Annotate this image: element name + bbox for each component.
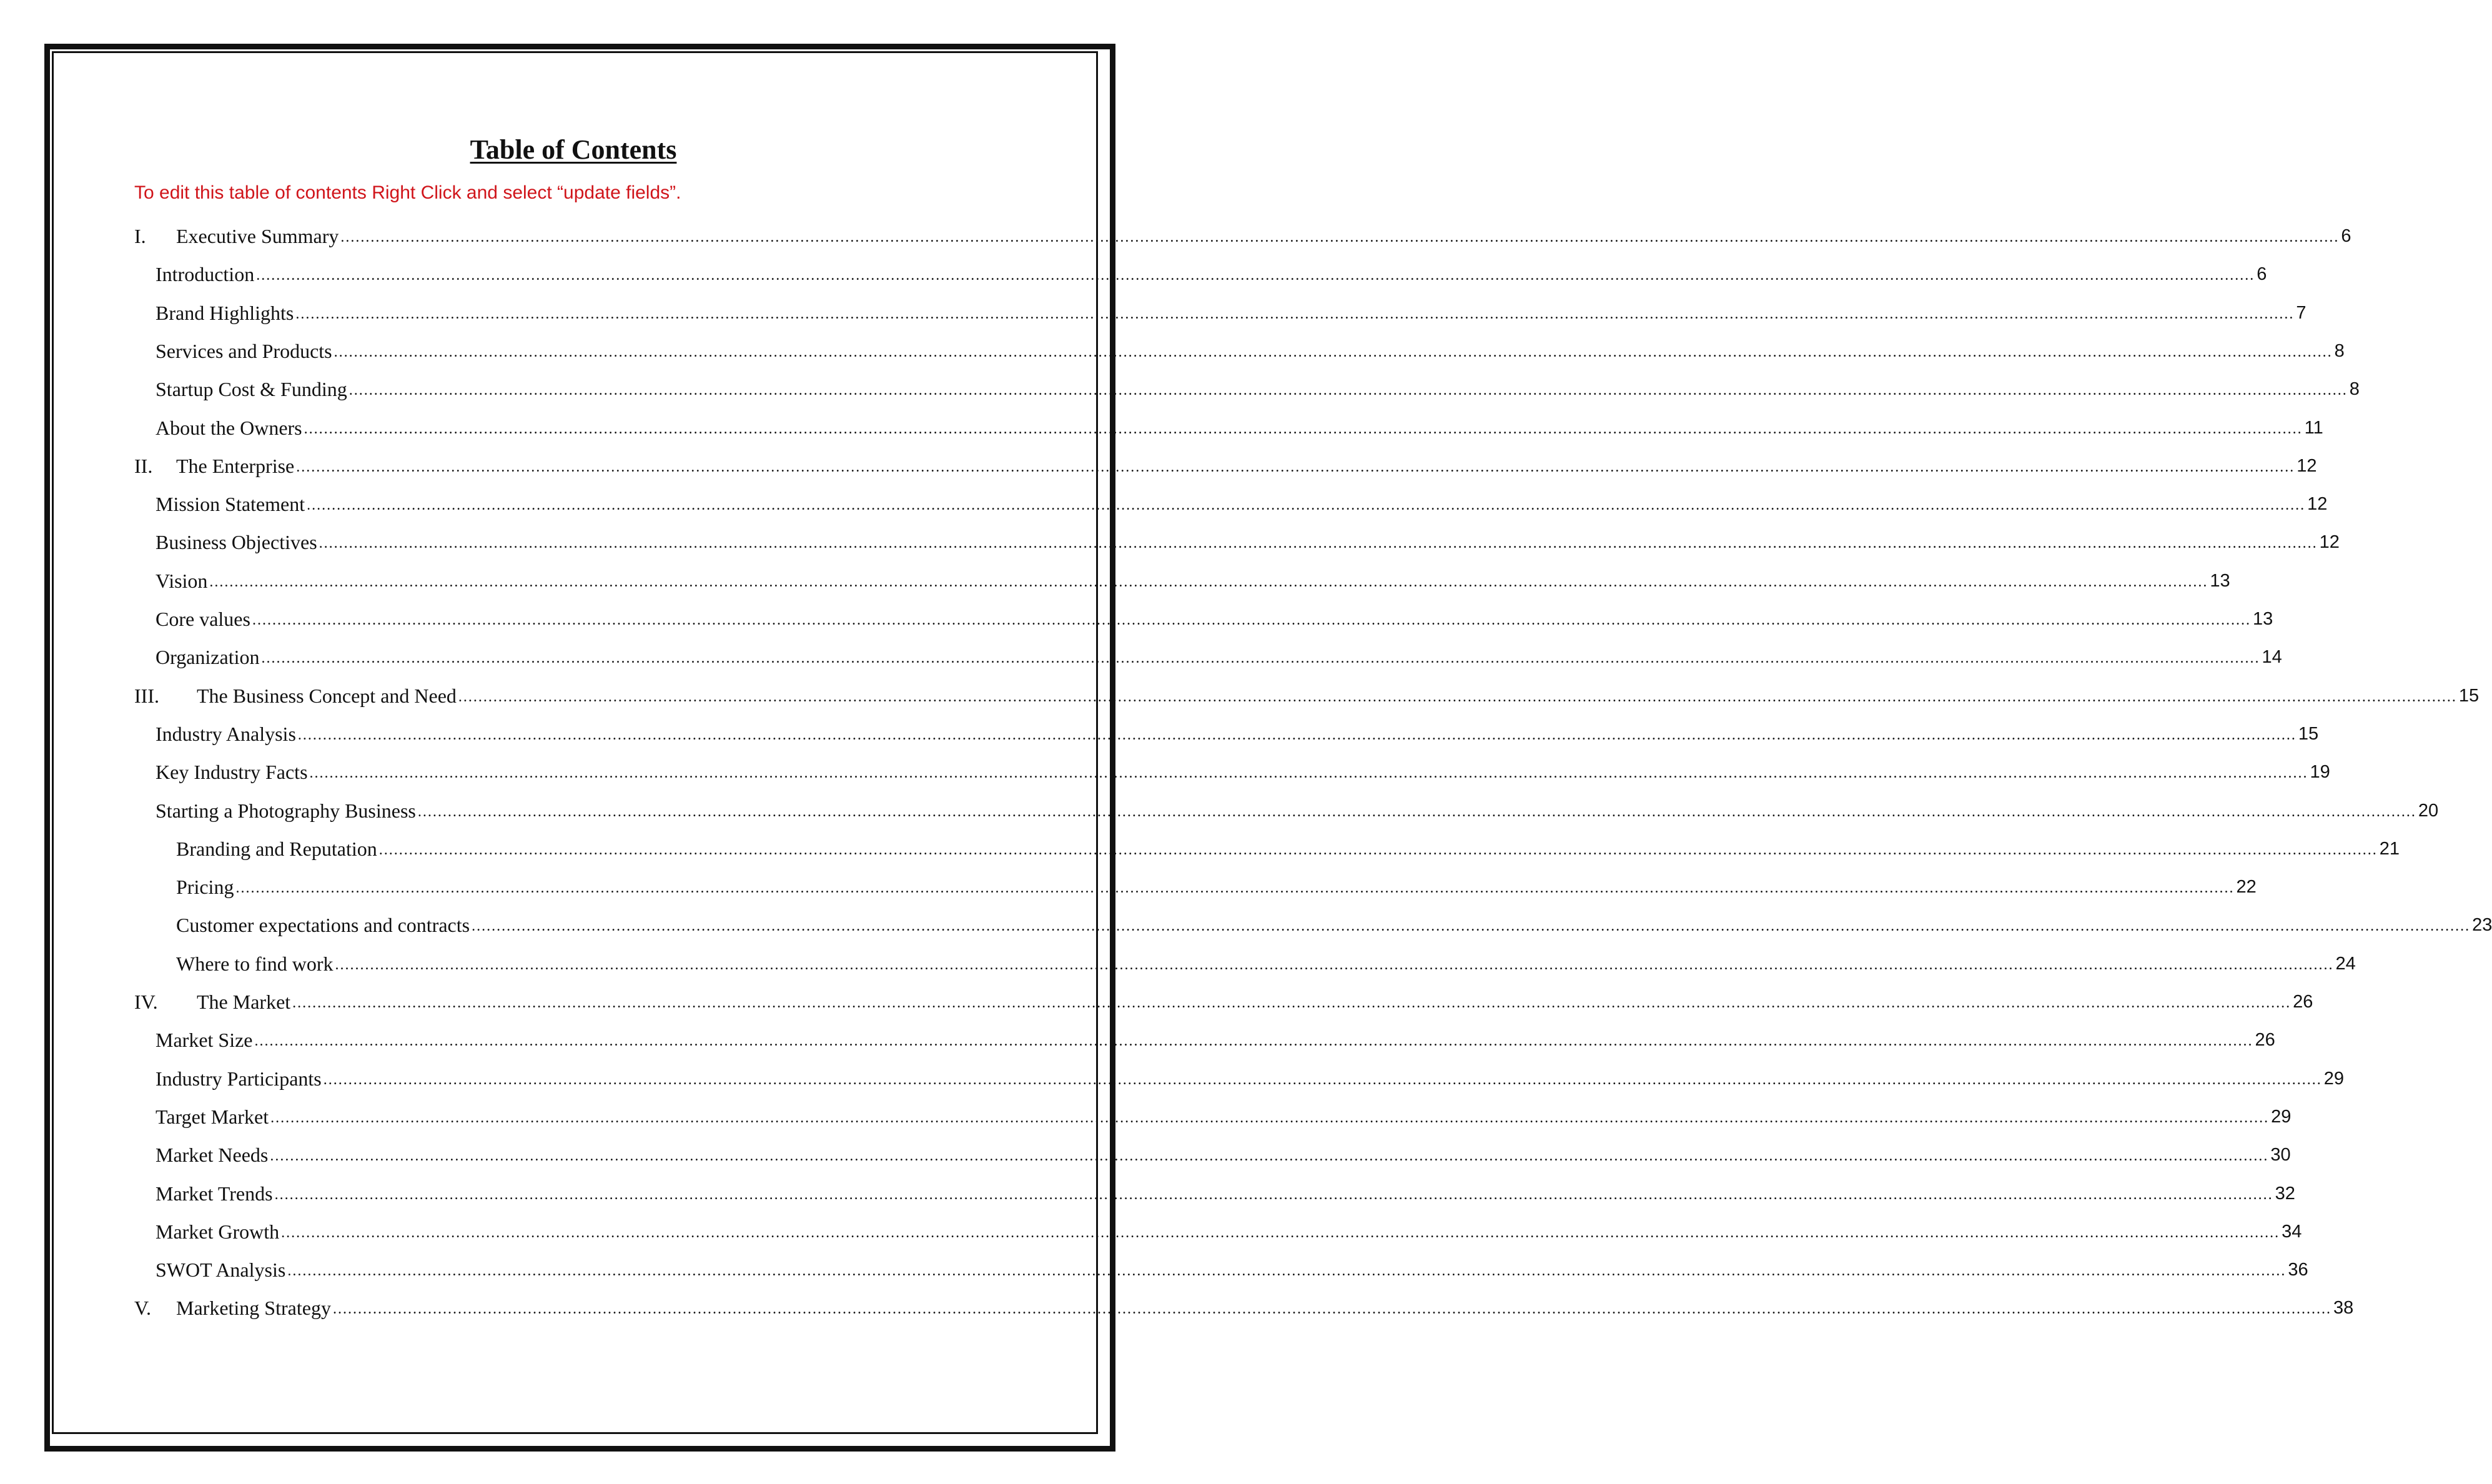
toc-entry[interactable] xyxy=(156,528,2340,556)
dot-leader: ................................................................................................................................................................................................................................................................................................................................................................................................................ xyxy=(309,765,2308,782)
toc-entry-number: III. xyxy=(134,684,159,707)
toc-entry[interactable] xyxy=(176,949,2356,978)
toc-entry-page-number: 29 xyxy=(2271,1106,2292,1127)
toc-entry-page-number: 12 xyxy=(2297,455,2317,476)
toc-entry-page-number: 34 xyxy=(2282,1221,2302,1242)
toc-entry[interactable] xyxy=(156,260,2267,289)
dot-leader: ................................................................................................................................................................................................................................................................................................................................................................................................................ xyxy=(304,420,2303,437)
toc-entry-page-number: 38 xyxy=(2333,1298,2354,1318)
toc-entry[interactable] xyxy=(134,681,2480,710)
toc-entry-page-number: 12 xyxy=(2307,494,2328,515)
toc-entry-page-number: 30 xyxy=(2270,1145,2291,1165)
toc-entry-title: About the Owners xyxy=(156,416,302,439)
dot-leader: ................................................................................................................................................................................................................................................................................................................................................................................................................ xyxy=(378,841,2378,858)
toc-entry[interactable] xyxy=(156,796,2439,825)
toc-entry[interactable] xyxy=(156,605,2273,633)
toc-entry-title: Startup Cost & Funding xyxy=(156,378,347,401)
toc-entry-title: Industry Analysis xyxy=(156,722,296,745)
toc-entry[interactable] xyxy=(176,873,2257,901)
toc-entry-page-number: 21 xyxy=(2379,838,2400,859)
toc-entry-page-number: 8 xyxy=(2349,379,2360,400)
toc-entry-title: Market Size xyxy=(156,1029,253,1052)
toc-entry-page-number: 36 xyxy=(2288,1260,2308,1280)
toc-entry-title: Vision xyxy=(156,569,208,592)
toc-entry[interactable] xyxy=(156,1140,2291,1169)
toc-entry[interactable] xyxy=(156,375,2360,403)
dot-leader: ................................................................................................................................................................................................................................................................................................................................................................................................................ xyxy=(349,382,2348,399)
page-title: Table of Contents xyxy=(470,134,677,165)
toc-entry[interactable] xyxy=(134,1294,2354,1322)
dot-leader: ................................................................................................................................................................................................................................................................................................................................................................................................................ xyxy=(270,1148,2269,1165)
dot-leader: ................................................................................................................................................................................................................................................................................................................................................................................................................ xyxy=(292,995,2292,1011)
toc-entry-title: The Enterprise xyxy=(176,454,295,477)
dot-leader: ................................................................................................................................................................................................................................................................................................................................................................................................................ xyxy=(235,880,2235,897)
toc-entry-title: Market Trends xyxy=(156,1182,273,1205)
toc-entry-title: Introduction xyxy=(156,263,255,286)
toc-entry[interactable] xyxy=(156,566,2230,595)
toc-entry-title: Services and Products xyxy=(156,339,332,362)
toc-entry-title: Executive Summary xyxy=(176,225,339,247)
dot-leader: ................................................................................................................................................................................................................................................................................................................................................................................................................ xyxy=(323,1071,2322,1088)
toc-entry-page-number: 15 xyxy=(2458,685,2480,706)
toc-entry-title: Core values xyxy=(156,608,250,630)
toc-entry-page-number: 6 xyxy=(2257,264,2267,285)
toc-entry[interactable] xyxy=(156,1179,2295,1208)
dot-leader: ................................................................................................................................................................................................................................................................................................................................................................................................................ xyxy=(261,650,2260,667)
dot-leader: ................................................................................................................................................................................................................................................................................................................................................................................................................ xyxy=(252,612,2251,628)
toc-entry-page-number: 20 xyxy=(2418,800,2439,821)
toc-entry-page-number: 29 xyxy=(2323,1068,2344,1089)
toc-entry-page-number: 14 xyxy=(2262,647,2282,668)
toc-entry-title: Mission Statement xyxy=(156,493,305,516)
toc-entry-page-number: 15 xyxy=(2298,723,2319,744)
toc-entry[interactable] xyxy=(156,720,2319,748)
dot-leader: ................................................................................................................................................................................................................................................................................................................................................................................................................ xyxy=(287,1263,2287,1280)
dot-leader: ................................................................................................................................................................................................................................................................................................................................................................................................................ xyxy=(295,305,2295,322)
toc-entry[interactable] xyxy=(156,337,2345,365)
toc-entry-title: Branding and Reputation xyxy=(176,837,377,860)
toc-entry-title: Key Industry Facts xyxy=(156,761,308,784)
toc-entry-title: Target Market xyxy=(156,1105,269,1128)
dot-leader: ................................................................................................................................................................................................................................................................................................................................................................................................................ xyxy=(458,688,2457,705)
toc-entry-number: I. xyxy=(134,225,146,247)
toc-entry[interactable] xyxy=(156,413,2323,442)
toc-entry[interactable] xyxy=(176,834,2400,863)
update-fields-instruction: To edit this table of contents Right Click and select “update fields”. xyxy=(134,182,681,203)
toc-entry-page-number: 26 xyxy=(2293,992,2313,1012)
toc-entry-page-number: 8 xyxy=(2334,340,2345,361)
dot-leader: ................................................................................................................................................................................................................................................................................................................................................................................................................ xyxy=(297,726,2297,743)
dot-leader: ................................................................................................................................................................................................................................................................................................................................................................................................................ xyxy=(296,458,2295,475)
toc-entry[interactable] xyxy=(156,1255,2308,1284)
toc-entry[interactable] xyxy=(156,1026,2275,1054)
toc-entry-page-number: 22 xyxy=(2236,877,2257,898)
toc-entry-title: Brand Highlights xyxy=(156,301,294,324)
toc-entry-title: Marketing Strategy xyxy=(176,1297,331,1320)
toc-entry[interactable] xyxy=(156,1064,2344,1093)
toc-entry[interactable] xyxy=(156,1217,2302,1246)
dot-leader: ................................................................................................................................................................................................................................................................................................................................................................................................................ xyxy=(281,1224,2280,1241)
toc-entry-title: SWOT Analysis xyxy=(156,1259,286,1282)
toc-entry-title: Starting a Photography Business xyxy=(156,799,416,822)
toc-entry-title: Industry Participants xyxy=(156,1067,322,1090)
toc-entry-number: IV. xyxy=(134,991,158,1013)
dot-leader: ................................................................................................................................................................................................................................................................................................................................................................................................................ xyxy=(340,229,2340,245)
toc-entry-title: The Market xyxy=(197,991,291,1013)
dot-leader: ................................................................................................................................................................................................................................................................................................................................................................................................................ xyxy=(319,535,2318,552)
toc-entry-title: Market Growth xyxy=(156,1220,280,1243)
dot-leader: ................................................................................................................................................................................................................................................................................................................................................................................................................ xyxy=(335,956,2334,973)
dot-leader: ................................................................................................................................................................................................................................................................................................................................................................................................................ xyxy=(472,918,2471,935)
dot-leader: ................................................................................................................................................................................................................................................................................................................................................................................................................ xyxy=(307,497,2306,514)
toc-entry-page-number: 32 xyxy=(2275,1183,2295,1204)
dot-leader: ................................................................................................................................................................................................................................................................................................................................................................................................................ xyxy=(332,1301,2331,1318)
toc-entry[interactable] xyxy=(156,758,2330,786)
toc-entry-page-number: 12 xyxy=(2319,532,2340,553)
toc-entry[interactable] xyxy=(176,911,2492,939)
toc-entry-title: Business Objectives xyxy=(156,531,317,554)
toc-entry-number: II. xyxy=(134,454,153,477)
toc-entry[interactable] xyxy=(156,643,2282,671)
toc-entry-page-number: 11 xyxy=(2304,417,2323,438)
toc-entry-page-number: 6 xyxy=(2341,226,2351,246)
toc-entry-page-number: 23 xyxy=(2472,915,2492,936)
toc-entry-page-number: 19 xyxy=(2310,762,2330,783)
toc-entry-title: Where to find work xyxy=(176,952,334,975)
toc-entry-title: The Business Concept and Need xyxy=(197,684,457,707)
toc-entry[interactable] xyxy=(134,452,2317,480)
toc-entry-title: Pricing xyxy=(176,876,234,899)
dot-leader: ................................................................................................................................................................................................................................................................................................................................................................................................................ xyxy=(209,573,2208,590)
toc-entry-page-number: 7 xyxy=(2296,302,2307,323)
dot-leader: ................................................................................................................................................................................................................................................................................................................................................................................................................ xyxy=(254,1033,2253,1050)
toc-entry[interactable] xyxy=(134,222,2351,250)
toc-entry-page-number: 13 xyxy=(2252,609,2273,629)
toc-entry-page-number: 24 xyxy=(2335,953,2356,974)
toc-entry-number: V. xyxy=(134,1297,151,1320)
toc-entry[interactable] xyxy=(156,490,2328,518)
dot-leader: ................................................................................................................................................................................................................................................................................................................................................................................................................ xyxy=(270,1109,2270,1126)
toc-entry-title: Customer expectations and contracts xyxy=(176,914,470,937)
toc-entry-title: Market Needs xyxy=(156,1144,269,1167)
dot-leader: ................................................................................................................................................................................................................................................................................................................................................................................................................ xyxy=(417,803,2416,820)
toc-entry[interactable] xyxy=(156,1102,2292,1131)
toc-entry-title: Organization xyxy=(156,646,260,669)
toc-entry-page-number: 26 xyxy=(2255,1030,2275,1051)
dot-leader: ................................................................................................................................................................................................................................................................................................................................................................................................................ xyxy=(334,344,2333,360)
toc-entry[interactable] xyxy=(134,987,2313,1016)
dot-leader: ................................................................................................................................................................................................................................................................................................................................................................................................................ xyxy=(274,1186,2273,1203)
dot-leader: ................................................................................................................................................................................................................................................................................................................................................................................................................ xyxy=(256,267,2255,284)
toc-entry[interactable] xyxy=(156,299,2307,327)
toc-entry-page-number: 13 xyxy=(2210,570,2230,591)
